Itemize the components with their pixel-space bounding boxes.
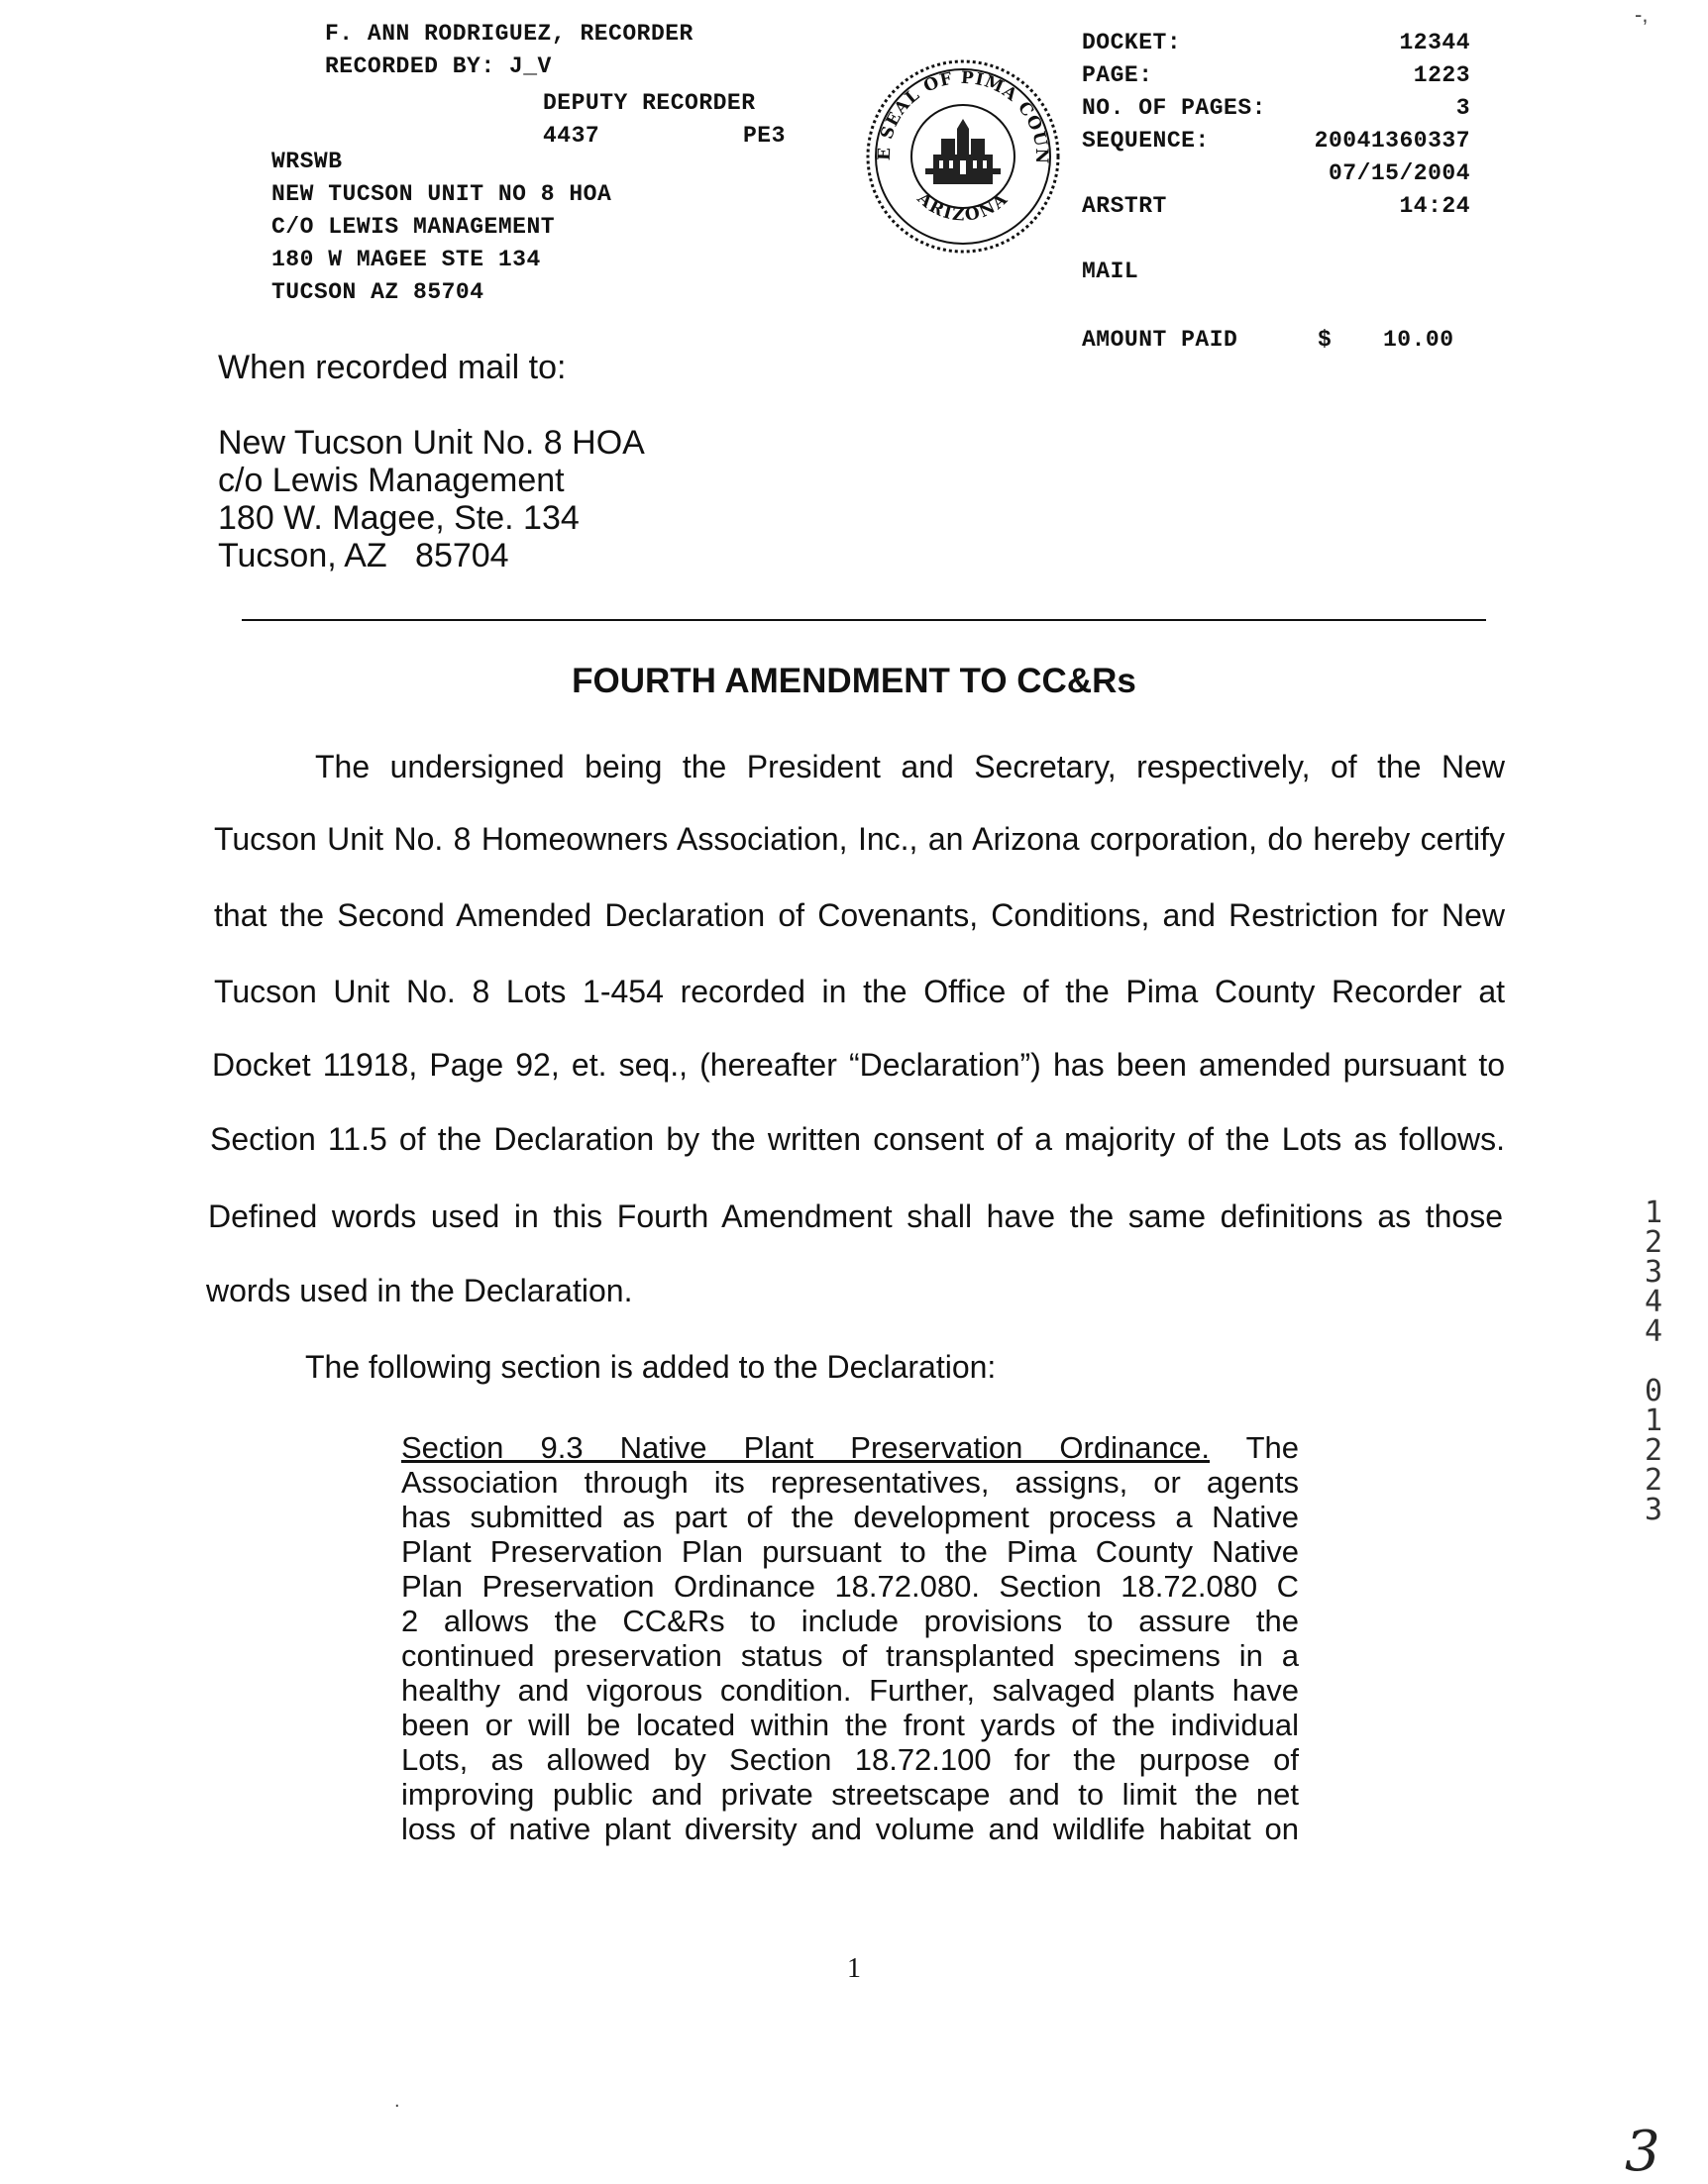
section-first-line: Section 9.3 Native Plant Preservation Ordinance. The xyxy=(401,1430,1299,1465)
mail-to-address xyxy=(218,424,645,574)
margin-stamp-char: 2 xyxy=(1644,1463,1663,1498)
section-line: has submitted as part of the development process a Native xyxy=(401,1500,1299,1534)
mail-address-line: 180 W. Magee, Ste. 134 xyxy=(218,499,580,537)
margin-stamp-char: 1 xyxy=(1644,1404,1663,1438)
handwritten-page-mark: 3 xyxy=(1625,2120,1660,2184)
return-address-block xyxy=(271,146,611,309)
section-line: Lots, as allowed by Section 18.72.100 for the purpose of xyxy=(401,1742,1299,1777)
body-line: that the Second Amended Declaration of Covenants, Conditions, and Restriction for New xyxy=(214,897,1505,933)
body-line: Section 11.5 of the Declaration by the written consent of a majority of the Lots as follows. xyxy=(210,1121,1505,1157)
seal-bottom-text: ARIZONA xyxy=(912,188,1014,226)
pages-count-value: 3 xyxy=(1455,95,1470,121)
body-line: Defined words used in this Fourth Amendment shall have the same definitions as those xyxy=(208,1198,1503,1234)
corner-mark: -, xyxy=(1635,2,1649,27)
document-title: FOURTH AMENDMENT TO CC&Rs xyxy=(572,662,1136,700)
mail-to-heading: When recorded mail to: xyxy=(218,349,567,386)
recorded-by: RECORDED BY: J_V xyxy=(325,53,552,79)
mail-address-line: Tucson, AZ 85704 xyxy=(218,537,509,574)
section-line: healthy and vigorous condition. Further, salvaged plants have xyxy=(401,1673,1299,1708)
body-line: words used in the Declaration. xyxy=(206,1273,633,1308)
margin-stamp-char xyxy=(1639,1347,1668,1377)
mail-address-line: c/o Lewis Management xyxy=(218,462,565,499)
body-line: The undersigned being the President and Secretary, respectively, of the New xyxy=(315,749,1505,784)
deputy-recorder: DEPUTY RECORDER xyxy=(543,90,756,116)
section-line: 2 allows the CC&Rs to include provisions to assure the xyxy=(401,1604,1299,1638)
docket-value: 12344 xyxy=(1399,30,1470,55)
info-value xyxy=(1238,256,1470,288)
seal-top-text: E SEAL OF PIMA COUN xyxy=(874,67,1052,165)
divider xyxy=(242,619,1486,621)
amount-paid-value: 10.00 xyxy=(1383,327,1454,353)
margin-stamp-char: 2 xyxy=(1644,1433,1663,1468)
seal-icon xyxy=(864,57,1062,256)
section-line: Plant Preservation Plan pursuant to the Pima County Native xyxy=(401,1534,1299,1569)
section-line: improving public and private streetscape and to limit the net xyxy=(401,1777,1299,1812)
page-number: 1 xyxy=(847,1953,861,1984)
body-line: Tucson Unit No. 8 Homeowners Association, Inc., an Arizona corporation, do hereby certify xyxy=(214,821,1505,857)
pima-county-seal xyxy=(864,57,1062,256)
info-label: NO. OF PAGES: xyxy=(1082,95,1266,121)
scan-speck: . xyxy=(394,2090,400,2112)
info-label: PAGE: xyxy=(1082,62,1153,88)
recorder-name: F. ANN RODRIGUEZ, RECORDER xyxy=(325,21,694,47)
info-label: MAIL xyxy=(1082,259,1139,284)
amount-paid-label: AMOUNT PAID xyxy=(1082,327,1238,353)
info-label: ARSTRT xyxy=(1082,193,1167,219)
body-line: Docket 11918, Page 92, et. seq., (hereafter “Declaration”) has been amended pursuant to xyxy=(212,1047,1505,1083)
seal-building-icon xyxy=(925,119,1001,184)
section-line: Association through its representatives, assigns, or agents xyxy=(401,1465,1299,1500)
return-line: TUCSON AZ 85704 xyxy=(271,279,484,305)
margin-stamp-char: 3 xyxy=(1644,1493,1663,1527)
mail-address-line: New Tucson Unit No. 8 HOA xyxy=(218,424,645,462)
margin-stamp-char: 0 xyxy=(1644,1374,1663,1408)
return-line: NEW TUCSON UNIT NO 8 HOA xyxy=(271,181,612,207)
body-line: Tucson Unit No. 8 Lots 1-454 recorded in the Office of the Pima County Recorder at xyxy=(214,974,1505,1009)
section-line: Plan Preservation Ordinance 18.72.080. Section 18.72.080 C xyxy=(401,1569,1299,1604)
info-label: DOCKET: xyxy=(1082,30,1182,55)
margin-stamp xyxy=(1639,1198,1668,1525)
recorder-code-pe: PE3 xyxy=(743,123,786,149)
return-line: WRSWB xyxy=(271,149,343,174)
margin-stamp-char: 2 xyxy=(1644,1225,1663,1260)
recorder-code-number: 4437 xyxy=(543,123,600,149)
margin-stamp-char: 1 xyxy=(1644,1196,1663,1230)
margin-stamp-char: 4 xyxy=(1644,1314,1663,1349)
time-value: 14:24 xyxy=(1399,193,1470,219)
return-line: C/O LEWIS MANAGEMENT xyxy=(271,214,556,240)
margin-stamp-char: 3 xyxy=(1644,1255,1663,1290)
info-label: SEQUENCE: xyxy=(1082,128,1210,154)
info-value xyxy=(1238,223,1470,256)
section-line: loss of native plant diversity and volume and wildlife habitat on xyxy=(401,1812,1299,1846)
section-title: Section 9.3 Native Plant Preservation Ordinance. xyxy=(401,1430,1211,1465)
intro-line: The following section is added to the Declaration: xyxy=(305,1349,997,1385)
amount-currency: $ xyxy=(1318,327,1333,353)
svg-text:ARIZONA xyxy=(912,188,1013,226)
sequence-value: 20041360337 xyxy=(1314,128,1470,154)
page-value: 1223 xyxy=(1413,62,1470,88)
section-line: continued preservation status of transplanted specimens in a xyxy=(401,1638,1299,1673)
return-line: 180 W MAGEE STE 134 xyxy=(271,247,541,272)
section-block xyxy=(401,1430,1299,1846)
recording-info-values xyxy=(1238,27,1470,288)
section-line: been or will be located within the front yards of the individual xyxy=(401,1708,1299,1742)
date-value: 07/15/2004 xyxy=(1328,160,1470,186)
margin-stamp-char: 4 xyxy=(1644,1285,1663,1319)
